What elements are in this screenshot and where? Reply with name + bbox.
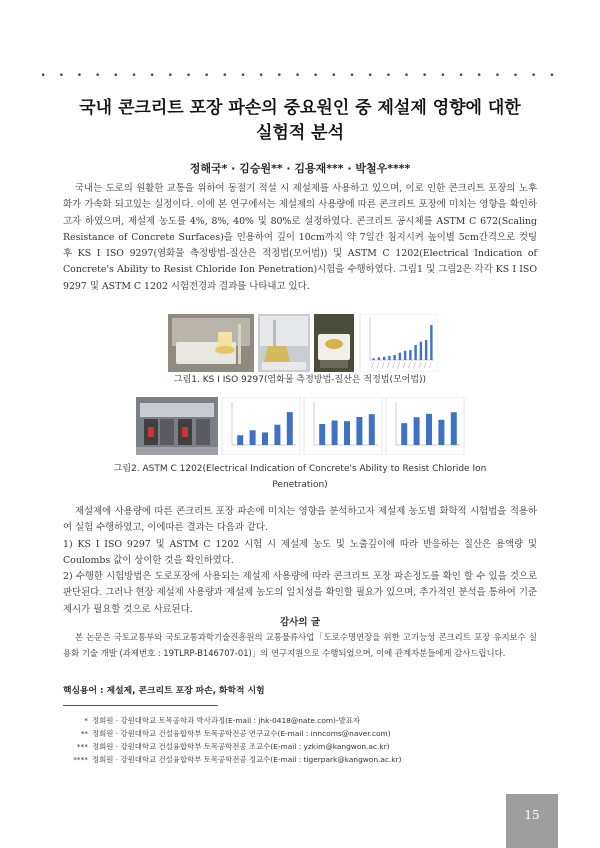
chart-bar: [425, 340, 427, 360]
title-line-2: 실험적 분석: [255, 123, 345, 143]
figure1-photo-apparatus: [168, 314, 254, 372]
footnote-mark: **: [80, 729, 88, 738]
chart-bar: [401, 423, 407, 445]
chart-bar: [356, 417, 362, 445]
footnote-mark: ***: [76, 742, 88, 751]
acknowledgement-title: 감사의 글: [279, 617, 320, 628]
paper-title: [40, 96, 560, 146]
chart-bar: [250, 430, 256, 445]
chart-bar: [409, 350, 411, 360]
chart-bar: [414, 345, 416, 360]
footnote-text: 정회원 · 강원대학교 건설융합학부 토목공학전공 정교수(E-mail : tigerpark@kangwon.ac.kr): [92, 755, 402, 764]
chart-bar: [438, 420, 444, 445]
chart-bar: [237, 435, 243, 445]
discussion-item-1: 1) KS I ISO 9297 및 ASTM C 1202 시험 시 제설제 농도 및 노출깊이에 따라 반응하는 질산은 용액량 및 Coulombs 값이 상이한 것을 확인하였다.: [63, 538, 537, 566]
chart-bar: [430, 325, 432, 360]
figure2-caption-line-2: Penetration): [272, 480, 328, 490]
figure2-chart-1: [222, 397, 300, 455]
chart-bar: [420, 342, 422, 360]
figure1-bar-chart: [360, 314, 438, 372]
footnote-1: [70, 715, 360, 726]
chart-bar: [262, 432, 268, 445]
chart-bar: [399, 353, 401, 360]
discussion-item-2: 2) 수행한 시험방법은 도로포장에 사용되는 제설제 사용량에 따라 콘크리트 포장 파손정도를 확인 할 수 있을 것으로 판단된다. 그러나 현장 제설제 사용량과 제설제 농도의 일치성을 확인할 필요가 있으며, 추가적인 분석을 통하여 기준 제시가 필요할 것으로 사료된다.: [63, 571, 537, 615]
keywords: 핵심용어 : 제설제, 콘크리트 포장 파손, 화학적 시험: [63, 686, 265, 696]
figure1-caption: 그림1. KS I ISO 9297(염화물 측정방법-질산은 적정법(모어법)): [173, 375, 427, 385]
chart-bar: [426, 414, 432, 445]
discussion-section: [63, 504, 537, 618]
chart-bar: [393, 355, 395, 360]
chart-bar: [319, 424, 325, 445]
title-line-1: 국내 콘크리트 포장 파손의 중요원인 중 제설제 영향에 대한: [79, 98, 521, 118]
chart-bar: [369, 414, 375, 445]
author-list: 정해국* · 김승원** · 김용재*** · 박철우****: [189, 162, 411, 175]
footnote-mark: ****: [73, 755, 88, 764]
abstract-paragraph: 국내는 도로의 원활한 교통을 위하여 동절기 적설 시 제설제를 사용하고 있으며, 이로 인한 콘크리트 포장의 노후화가 가속화 되고있는 실정이다. 이에 본 연구에서는 제설제의 사용량에 따른 콘크리트 포장에 미치는 영향을 확인하고자 하였으며, 제설제 농도를 4%, 8%, 40% 및 80%로 설정하였다. 콘크리트 공시체를 ASTM C 672(Scaling Resistance of Concrete Surfaces)을 인용하여 깊이 10cm까지 약 7일간 침지시켜 높이별 5cm간격으로 컷팅 후 KS I ISO 9297(염화물 측정방법-질산은 적정법(모어법)) 및 ASTM C 1202(Electrical Indication of Concrete's Ability to Resist Chloride Ion Penetration)시험을 수행하였다. 그림1 및 그림2은 각각 KS I ISO 9297 및 ASTM C 1202 시험전경과 결과를 나타내고 있다.: [63, 183, 537, 292]
chart-bar: [344, 421, 350, 445]
footnote-text: 정회원 · 강원대학교 건설융합학부 토목공학전공 연구교수(E-mail : inncoms@naver.com): [92, 729, 391, 738]
page-number: 15: [524, 808, 540, 822]
figure2-chart-3: [386, 397, 464, 455]
footnote-4: [70, 754, 402, 765]
figure2-photo-test-cells: [136, 397, 218, 455]
footnote-divider: [63, 705, 218, 706]
discussion-intro: 제설제에 사용량에 따른 콘크리트 포장 파손에 미치는 영향을 분석하고자 제설제 농도별 화학적 시험법을 적용하여 실험 수행하였고, 이에따른 결과는 다음과 같다.: [63, 506, 537, 534]
footnote-mark: *: [84, 716, 88, 725]
figure2-caption: [40, 461, 560, 493]
figure1-photo-sample: [314, 314, 354, 372]
footnote-2: [70, 728, 391, 739]
chart-bar: [388, 356, 390, 360]
chart-bar: [287, 412, 293, 445]
header-dots: • • • • • • • • • • • • • • • • • • • • • • • • • • • • •: [40, 71, 560, 81]
acknowledgement-text: 본 논문은 국토교통부와 국토교통과학기술진흥원의 교통물류사업「도로수명연장을 위한 고기능성 콘크리트 포장 유지보수 실용화 기술 개발 (과제번호 : 19TLRP-B146707-01)」의 연구지원으로 수행되었으며, 이에 관계자분들에게 감사드립니다.: [63, 632, 537, 658]
figure2-image-row: [136, 397, 468, 455]
footnote-text: 정회원 · 강원대학교 건설융합학부 토목공학전공 조교수(E-mail : yzkim@kangwon.ac.kr): [92, 742, 390, 751]
chart-bar: [372, 358, 374, 360]
figure2-caption-line-1: 그림2. ASTM C 1202(Electrical Indication of Concrete's Ability to Resist Chloride Ion: [113, 464, 487, 474]
footnote-3: [70, 741, 390, 752]
chart-bar: [451, 412, 457, 445]
chart-bar: [274, 425, 280, 445]
chart-bar: [414, 417, 420, 445]
chart-bar: [332, 421, 338, 446]
chart-bar: [404, 351, 406, 360]
chart-bar: [378, 357, 380, 360]
figure2-chart-2: [304, 397, 382, 455]
figure1-image-row: [168, 314, 438, 372]
chart-bar: [383, 357, 385, 360]
figure1-photo-titration: [258, 314, 310, 372]
footnote-text: 정회원 · 강원대학교 토목공학과 박사과정(E-mail : jhk-0418@nate.com)-발표자: [92, 716, 361, 725]
